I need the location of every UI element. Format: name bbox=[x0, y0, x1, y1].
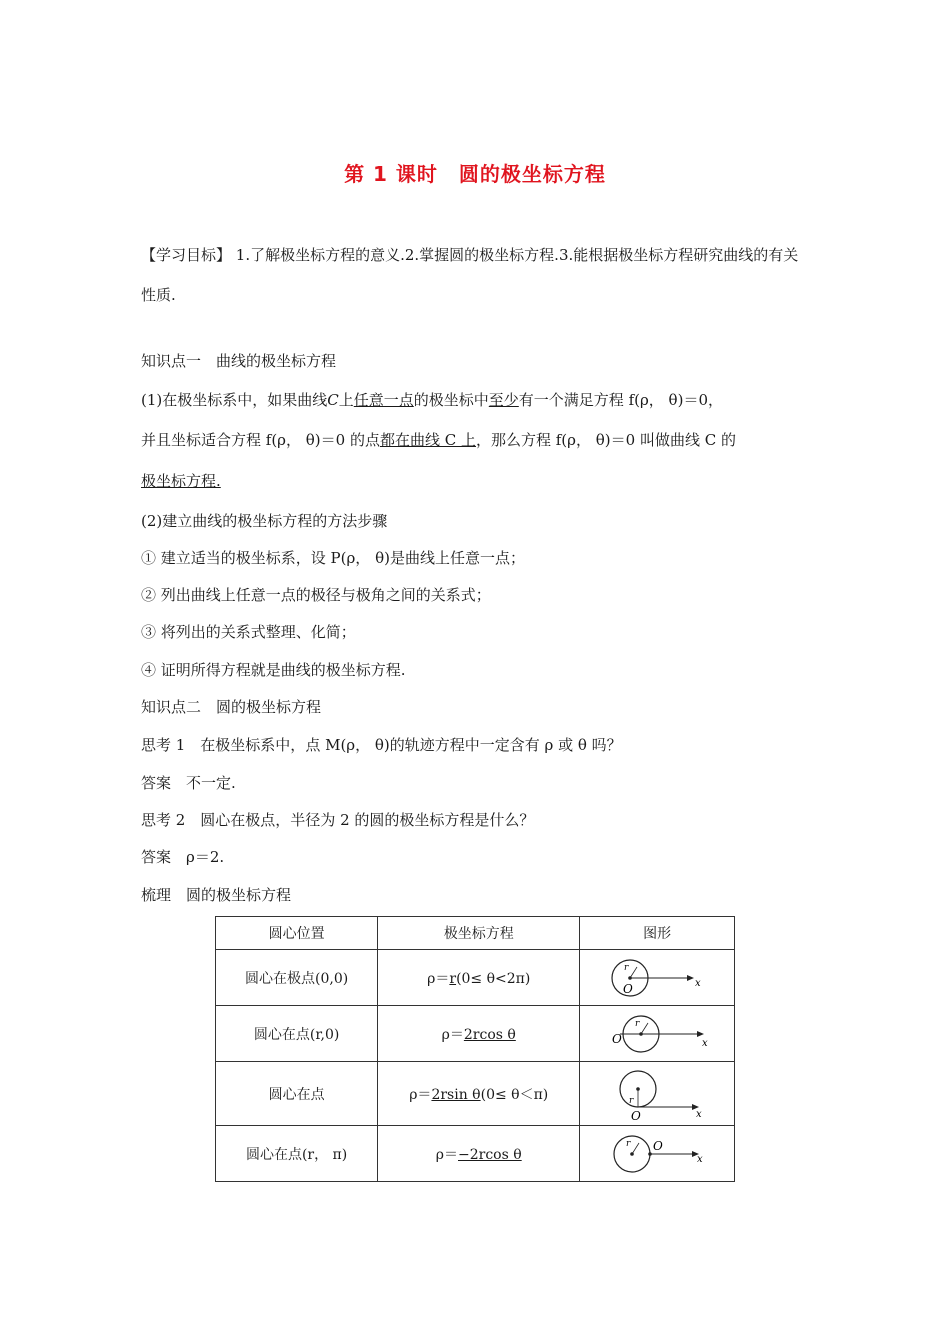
summary-heading: 梳理 圆的极坐标方程 bbox=[141, 886, 292, 904]
table-row: 圆心在极点(0,0) ρ＝r(0≤ θ<2π) r O x bbox=[216, 950, 735, 1006]
svg-text:O: O bbox=[653, 1138, 663, 1153]
circle-at-r-pi2-figure bbox=[602, 1065, 712, 1123]
step-1: ① 建立适当的极坐标系，设 P(ρ， θ)是曲线上任意一点； bbox=[141, 549, 525, 567]
goal-label: 【学习目标】 bbox=[141, 246, 232, 264]
goal-text: 1.了解极坐标方程的意义.2.掌握圆的极坐标方程.3.能根据极坐标方程研究曲线的有关性质. bbox=[141, 246, 799, 304]
table-header: 图形 bbox=[580, 917, 735, 950]
answer-2: 答案 ρ＝2. bbox=[141, 848, 225, 866]
k1-para-2: 并且坐标适合方程 f(ρ， θ)＝0 的点都在曲线 C 上，那么方程 f(ρ， θ)＝0 叫做曲线 C 的 bbox=[141, 431, 736, 449]
k1-heading: 知识点一 曲线的极坐标方程 bbox=[141, 352, 337, 370]
polar-circle-table bbox=[215, 916, 735, 1182]
k1-para-3: 极坐标方程. bbox=[141, 472, 221, 490]
circle-at-pole-figure bbox=[602, 954, 712, 1002]
svg-text:r: r bbox=[635, 1018, 640, 1029]
svg-text:x: x bbox=[696, 1108, 702, 1120]
svg-text:x: x bbox=[697, 1153, 703, 1165]
svg-text:O: O bbox=[631, 1108, 641, 1123]
step-4: ④ 证明所得方程就是曲线的极坐标方程. bbox=[141, 661, 406, 679]
svg-text:x: x bbox=[702, 1037, 708, 1049]
svg-text:O: O bbox=[612, 1031, 622, 1046]
table-row: 圆心在点 ρ＝2rsin θ(0≤ θ＜π) r O x bbox=[216, 1062, 735, 1126]
think-2: 思考 2 圆心在极点，半径为 2 的圆的极坐标方程是什么？ bbox=[141, 811, 535, 829]
k1-para-1: (1)在极坐标系中，如果曲线C上任意一点的极坐标中至少有一个满足方程 f(ρ， θ)＝0， bbox=[141, 391, 723, 409]
page-title: 第 1 课时 圆的极坐标方程 bbox=[344, 162, 606, 186]
svg-text:r: r bbox=[629, 1095, 634, 1106]
svg-text:O: O bbox=[623, 981, 633, 996]
svg-text:r: r bbox=[624, 962, 629, 973]
svg-text:r: r bbox=[626, 1138, 631, 1149]
circle-at-r0-figure bbox=[602, 1010, 712, 1058]
think-1: 思考 1 在极坐标系中，点 M(ρ， θ)的轨迹方程中一定含有 ρ 或 θ 吗？ bbox=[141, 736, 622, 754]
table-header: 极坐标方程 bbox=[378, 917, 580, 950]
step-2: ② 列出曲线上任意一点的极径与极角之间的关系式； bbox=[141, 586, 491, 604]
table-row: 圆心在点(r， π) ρ＝−2rcos θ r O x bbox=[216, 1126, 735, 1182]
answer-1: 答案 不一定. bbox=[141, 774, 236, 792]
circle-at-r-pi-figure bbox=[602, 1130, 712, 1178]
svg-text:x: x bbox=[695, 977, 701, 989]
table-header: 圆心位置 bbox=[216, 917, 378, 950]
learning-goals bbox=[141, 235, 813, 315]
table-row: 圆心在点(r,0) ρ＝2rcos θ r O x bbox=[216, 1006, 735, 1062]
k1-steps-heading: (2)建立曲线的极坐标方程的方法步骤 bbox=[141, 512, 388, 530]
step-3: ③ 将列出的关系式整理、化简； bbox=[141, 623, 356, 641]
k2-heading: 知识点二 圆的极坐标方程 bbox=[141, 698, 322, 716]
